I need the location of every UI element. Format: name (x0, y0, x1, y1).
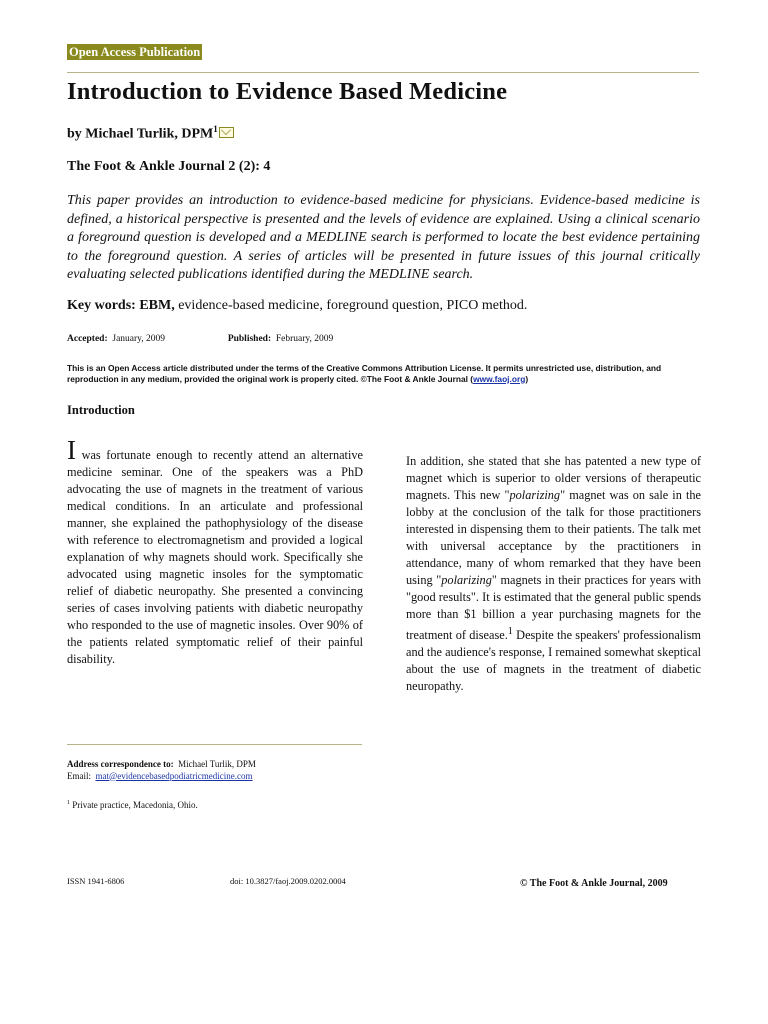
affiliation-text: Private practice, Macedonia, Ohio. (70, 800, 198, 810)
affiliation-marker: 1 (67, 800, 70, 806)
journal-citation: The Foot & Ankle Journal 2 (2): 4 (67, 159, 271, 174)
license-text: This is an Open Access article distributed under the terms of the Creative Commons Attribution License. It permits unrestricted use, distribution, and reproduction in any medium, provided the original work is properly cited. ©The Foot & Ankle Journal ( (67, 363, 662, 384)
doi: doi: 10.3827/faoj.2009.0202.0004 (230, 876, 346, 886)
emphasis-polarizing-2: polarizing (441, 573, 492, 587)
email-link[interactable]: mat@evidencebasedpodiatricmedicine.com (95, 770, 253, 781)
citation-marker: 1 (507, 626, 513, 637)
keywords-label: Key words: (67, 298, 136, 313)
drop-cap: I (67, 435, 76, 465)
journal-website-link[interactable]: www.faoj.org (473, 373, 526, 384)
footer-copyright: © The Foot & Ankle Journal, 2009 (520, 878, 668, 889)
section-heading-introduction: Introduction (67, 403, 135, 417)
affiliation-footnote (67, 800, 198, 810)
mail-icon[interactable] (219, 127, 234, 138)
keywords (67, 298, 527, 314)
right-text-1: In addition, she stated that she has patented a new type of magnet which is superior to older versions of therapeutic magnets. This new " (406, 454, 701, 502)
publication-dates (67, 334, 333, 344)
address-label: Address correspondence to: (67, 759, 174, 769)
license-notice (67, 363, 707, 384)
license-close: ) (525, 373, 529, 384)
emphasis-polarizing-1: polarizing (509, 488, 561, 502)
address-name: Michael Turlik, DPM (178, 759, 256, 769)
footnote-rule (67, 744, 362, 745)
keywords-ebm: EBM, (139, 298, 175, 313)
body-column-left (67, 435, 363, 668)
accepted-label: Accepted: (67, 334, 108, 344)
header-rule (67, 72, 699, 73)
email-label: Email: (67, 770, 91, 781)
right-text-4: Despite the speakers' professionalism and the audience's response, I remained somewhat skeptical about the use of magnets in the treatment of diabetic neuropathy. (406, 628, 701, 694)
author-name: by Michael Turlik, DPM (67, 126, 214, 142)
open-access-badge: Open Access Publication (69, 45, 201, 59)
accepted-date: January, 2009 (112, 334, 166, 344)
author-affiliation-marker: 1 (213, 124, 218, 134)
left-column-text: was fortunate enough to recently attend an alternative medicine seminar. One of the speakers was a PhD advocating the use of magnets in the treatment of various medical conditions. In an articulate and professional manner, she explained the pathophysiology of the disease with reference to electromagnetism and provided a logical explanation of why magnets should work. Specifically she advocated using magnetic insoles for the symptomatic relief of diabetic neuropathy. She presented a convincing series of cases involving patients with diabetic neuropathy who responded to the use of magnetic insoles. Over 90% of the patients related symptomatic relief of their painful disability. (67, 448, 363, 666)
keywords-list: evidence-based medicine, foreground question, PICO method. (174, 298, 528, 313)
published-label: Published: (227, 334, 272, 344)
abstract: This paper provides an introduction to evidence-based medicine for physicians. Evidence-based medicine is defined, a historical perspective is presented and the levels of evidence are explained. Using a clinical scenario a foreground question is developed and a MEDLINE search is performed to locate the best evidence pertaining to the foreground question. A series of articles will be presented in future issues of this journal critically evaluating selected publications identified during the MEDLINE search. (67, 193, 700, 282)
byline (67, 124, 234, 143)
right-text-3: " magnets in their practices for years with "good results". It is estimated that the general public spends more than $1 billion a year purchasing magnets for the treatment of disease. (406, 573, 701, 643)
correspondence-address (67, 759, 256, 782)
body-column-right (406, 453, 701, 695)
article-title: Introduction to Evidence Based Medicine (67, 78, 508, 105)
issn: ISSN 1941-6806 (67, 876, 125, 886)
published-date: February, 2009 (275, 334, 334, 344)
right-text-2: " magnet was on sale in the lobby at the conclusion of the talk for those practitioners interested in dispensing them to their patients. The talk met with universal acceptance by the practitioners in attendance, many of whom remarked that they have been using " (406, 488, 701, 587)
